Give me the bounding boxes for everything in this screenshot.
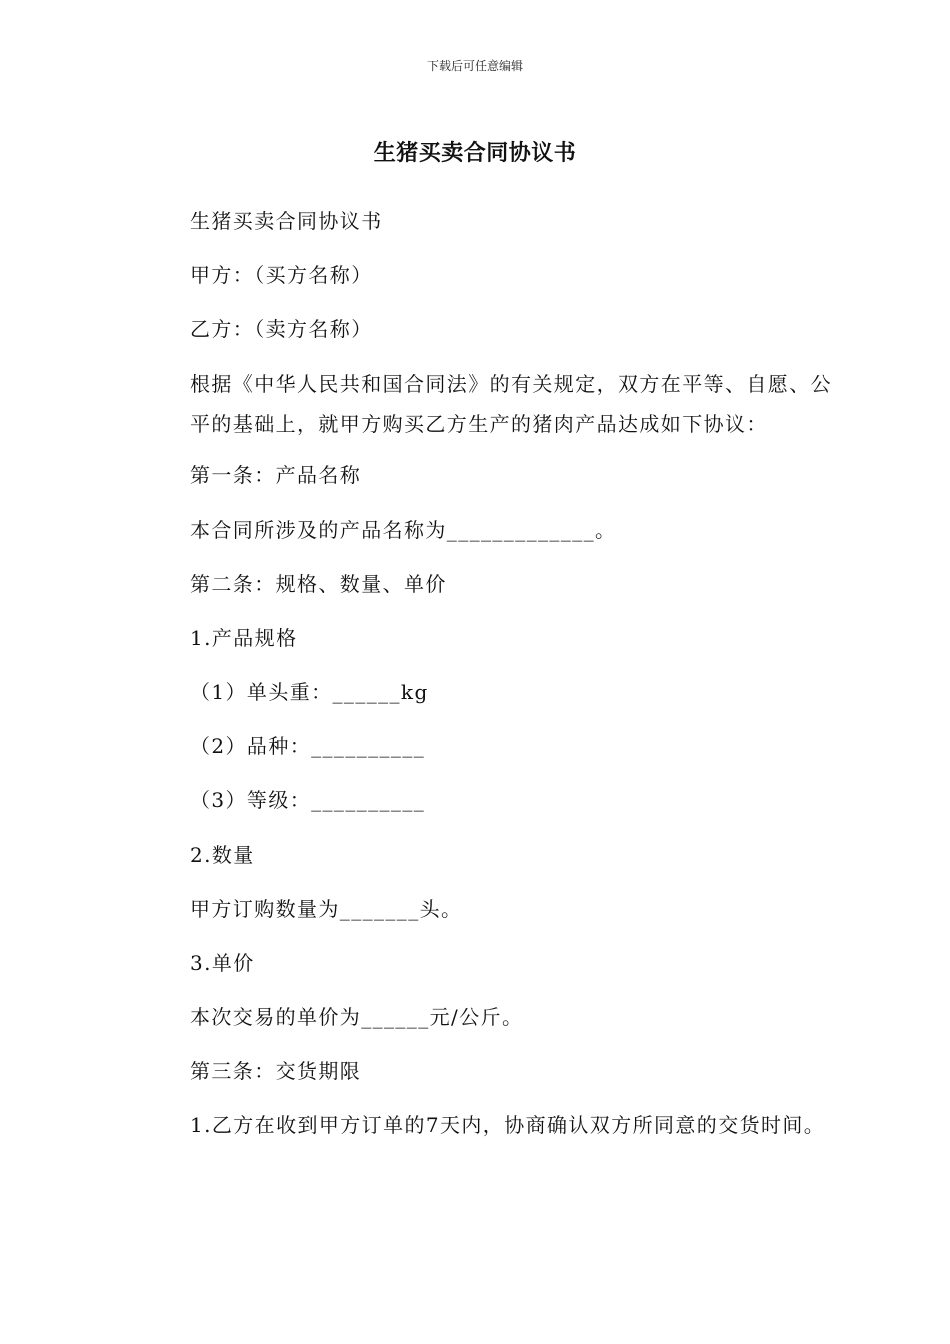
unit-price-line: 本次交易的单价为______元/公斤。 — [190, 1005, 524, 1029]
article-2-heading: 第二条：规格、数量、单价 — [190, 572, 447, 596]
spec-heading: 1.产品规格 — [190, 626, 298, 650]
quantity-line: 甲方订购数量为_______头。 — [190, 897, 463, 921]
article-3-heading: 第三条：交货期限 — [190, 1059, 362, 1083]
header-note: 下载后可任意编辑 — [426, 59, 523, 73]
spec-breed-line: （2）品种：__________ — [190, 734, 426, 758]
product-name-line: 本合同所涉及的产品名称为_____________。 — [190, 518, 617, 542]
preamble-paragraph: 根据《中华人民共和国合同法》的有关规定，双方在平等、自愿、公平的基础上，就甲方购买乙方生产的猪肉产品达成如下协议： — [190, 372, 832, 436]
spec-weight-line: （1）单头重：______kg — [190, 680, 429, 704]
spec-grade-line: （3）等级：__________ — [190, 788, 426, 812]
party-b-line: 乙方：（卖方名称） — [190, 317, 373, 341]
unit-price-heading: 3.单价 — [190, 951, 255, 975]
delivery-term-paragraph: 1.乙方在收到甲方订单的7天内，协商确认双方所同意的交货时间。 — [190, 1113, 826, 1137]
paragraph-heading: 生猪买卖合同协议书 — [190, 209, 383, 233]
quantity-heading: 2.数量 — [190, 843, 255, 867]
party-a-line: 甲方：（买方名称） — [190, 263, 373, 287]
document-title: 生猪买卖合同协议书 — [373, 141, 577, 166]
article-1-heading: 第一条：产品名称 — [190, 463, 362, 487]
